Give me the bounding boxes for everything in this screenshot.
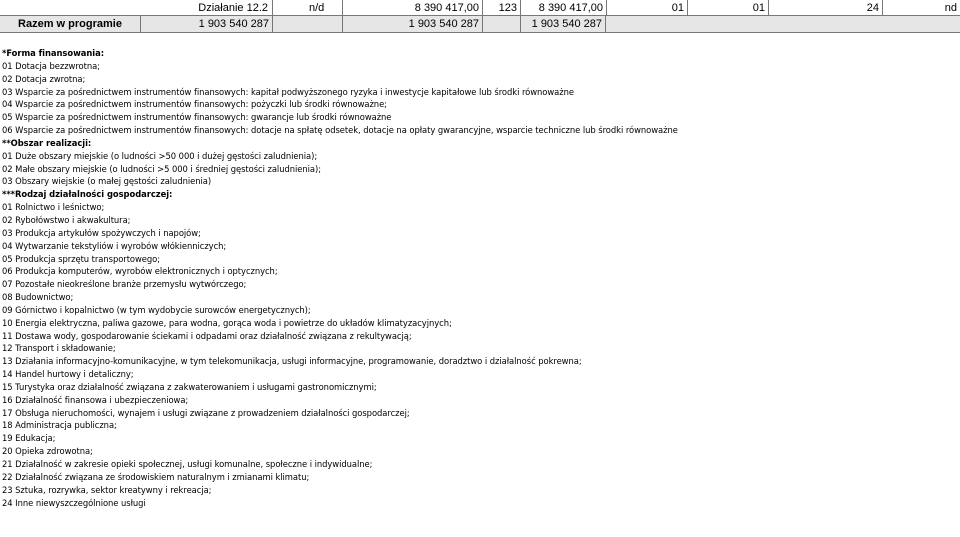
activity-item: 19 Edukacja; bbox=[2, 433, 56, 444]
activity-item: 13 Działania informacyjno-komunikacyjne, w tym telekomunikacja, usługi informacyjne, programowanie, doradztwo i działalność pokrewna; bbox=[2, 356, 582, 367]
activity-item: 02 Rybołówstwo i akwakultura; bbox=[2, 214, 131, 225]
total-empty-cell-2 bbox=[482, 16, 520, 32]
activity-item: 06 Produkcja komputerów, wyrobów elektronicznych i optycznych; bbox=[2, 266, 278, 277]
finance-item: 05 Wsparcie za pośrednictwem instrumentów finansowych: gwarancje lub środki równoważne bbox=[2, 112, 392, 123]
activity-item: 20 Opieka zdrowotna; bbox=[2, 446, 93, 457]
total-cell-2 bbox=[342, 16, 482, 32]
nd-value: n/d bbox=[309, 2, 325, 14]
activity-item: 14 Handel hurtowy i detaliczny; bbox=[2, 369, 134, 380]
activity-item: 03 Produkcja artykułów spożywczych i napojów; bbox=[2, 227, 201, 238]
activity-item: 11 Dostawa wody, gospodarowanie ściekami i odpadami oraz działalność związana z rekultywacją; bbox=[2, 330, 412, 341]
area-item: 02 Małe obszary miejskie (o ludności >5 000 i średniej gęstości zaludnienia); bbox=[2, 163, 321, 174]
activity-item: 09 Górnictwo i kopalnictwo (w tym wydobycie surowców energetycznych); bbox=[2, 304, 311, 315]
nd-value-2: nd bbox=[944, 2, 957, 14]
code-cell-1 bbox=[606, 0, 687, 16]
activity-item: 23 Sztuka, rozrywka, sektor kreatywny i rekreacja; bbox=[2, 484, 212, 495]
total-value-1: 1 903 540 287 bbox=[198, 18, 269, 30]
action-label: Działanie 12.2 bbox=[198, 2, 268, 14]
activity-item: 01 Rolnictwo i leśnictwo; bbox=[2, 202, 105, 213]
nd-cell bbox=[272, 0, 342, 16]
amount-2: 8 390 417,00 bbox=[538, 2, 603, 14]
activity-item: 07 Pozostałe nieokreślone branże przemysłu wytwórczego; bbox=[2, 279, 247, 290]
finance-item: 06 Wsparcie za pośrednictwem instrumentów finansowych: dotacje na spłatę odsetek, dotacje na opłaty gwarancyjne, wsparcie techniczne lub środki równoważne bbox=[2, 125, 678, 136]
total-value-2: 1 903 540 287 bbox=[408, 18, 479, 30]
activity-item: 24 Inne niewyszczególnione usługi bbox=[2, 497, 146, 508]
activity-item: 18 Administracja publiczna; bbox=[2, 420, 117, 431]
footnotes bbox=[2, 47, 952, 509]
total-label: Razem w programie bbox=[18, 18, 122, 30]
finance-item: 02 Dotacja zwrotna; bbox=[2, 73, 86, 84]
activity-item: 15 Turystyka oraz działalność związana z zakwaterowaniem i usługami gastronomicznymi; bbox=[2, 381, 377, 392]
amount-cell-1 bbox=[342, 0, 482, 16]
table-row-total bbox=[0, 15, 960, 33]
total-cell-3 bbox=[520, 16, 606, 32]
activity-item: 05 Produkcja sprzętu transportowego; bbox=[2, 253, 161, 264]
total-value-3: 1 903 540 287 bbox=[531, 18, 602, 30]
activity-item: 16 Działalność finansowa i ubezpieczeniowa; bbox=[2, 394, 189, 405]
code-1: 01 bbox=[671, 2, 684, 14]
code-3: 24 bbox=[866, 2, 879, 14]
action-label-cell bbox=[0, 0, 272, 16]
activity-item: 22 Działalność związana ze środowiskiem naturalnym i zmianami klimatu; bbox=[2, 471, 310, 482]
area-item: 03 Obszary wiejskie (o małej gęstości zaludnienia) bbox=[2, 176, 212, 187]
finance-item: 01 Dotacja bezzwrotna; bbox=[2, 60, 100, 71]
activity-item: 04 Wytwarzanie tekstyliów i wyrobów włókienniczych; bbox=[2, 240, 227, 251]
activity-item: 12 Transport i składowanie; bbox=[2, 343, 116, 354]
area-item: 01 Duże obszary miejskie (o ludności >50 000 i dużej gęstości zaludnienia); bbox=[2, 150, 318, 161]
activity-item: 21 Działalność w zakresie opieki społecznej, usługi komunalne, społeczne i indywidualne; bbox=[2, 459, 373, 469]
area-heading: **Obszar realizacji: bbox=[2, 137, 92, 148]
activity-item: 10 Energia elektryczna, paliwa gazowe, para wodna, gorąca woda i powietrze do układów klimatyzacyjnych; bbox=[2, 317, 452, 328]
amount-1: 8 390 417,00 bbox=[414, 2, 479, 14]
finance-item: 03 Wsparcie za pośrednictwem instrumentów finansowych: kapitał podwyższonego ryzyka i inwestycje kapitałowe lub środki równoważne bbox=[2, 86, 574, 97]
count-value: 123 bbox=[498, 2, 517, 14]
nd-cell-2 bbox=[882, 0, 960, 16]
code-cell-2 bbox=[687, 0, 768, 16]
total-empty-cell bbox=[272, 16, 342, 32]
finance-item: 04 Wsparcie za pośrednictwem instrumentów finansowych: pożyczki lub środki równoważne; bbox=[2, 99, 387, 110]
code-cell-3 bbox=[768, 0, 882, 16]
code-2: 01 bbox=[752, 2, 765, 14]
finance-heading: *Forma finansowania: bbox=[2, 48, 104, 58]
total-label-cell bbox=[0, 16, 140, 32]
amount-cell-2 bbox=[520, 0, 606, 16]
activity-heading: ***Rodzaj działalności gospodarczej: bbox=[2, 189, 173, 200]
activity-item: 08 Budownictwo; bbox=[2, 292, 74, 303]
count-cell bbox=[482, 0, 520, 16]
activity-item: 17 Obsługa nieruchomości, wynajem i usługi związane z prowadzeniem działalności gospodarczej; bbox=[2, 407, 410, 418]
total-cell-1 bbox=[140, 16, 272, 32]
